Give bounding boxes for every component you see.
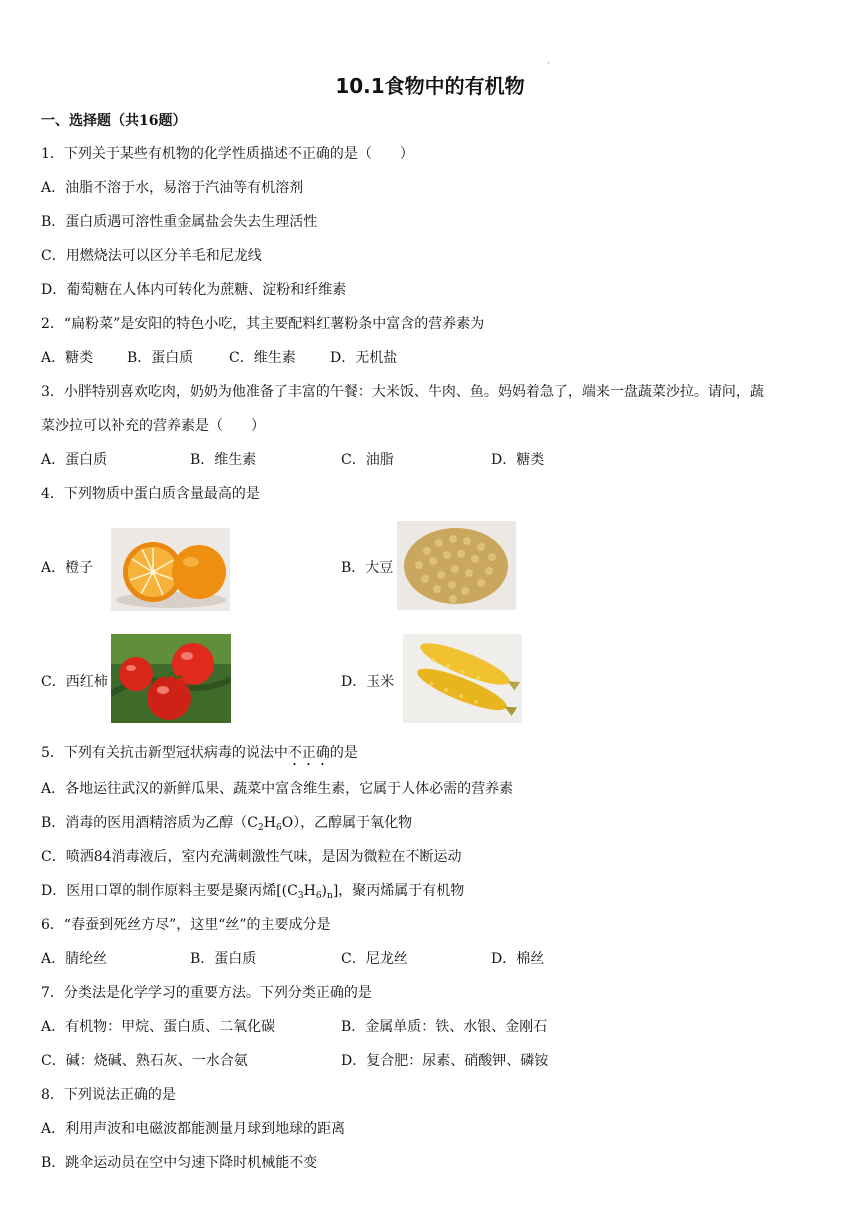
question-4-option-b: B．大豆 bbox=[341, 560, 394, 576]
question-5-stem-end: 的是 bbox=[329, 745, 358, 761]
subscript: 6 bbox=[275, 823, 282, 833]
option-b-text-end: O），乙醇属于氧化物 bbox=[281, 815, 413, 831]
question-2-stem: 2．“扁粉菜”是安阳的特色小吃，其主要配料红薯粉条中富含的营养素为 bbox=[41, 316, 485, 332]
question-7-option-c: C．碱：烧碱、熟石灰、一水合氨 bbox=[41, 1053, 248, 1069]
question-6-option-c: C．尼龙丝 bbox=[341, 951, 408, 967]
question-5-option-c: C．喷洒84消毒液后，室内充满刺激性气味，是因为微粒在不断运动 bbox=[41, 849, 462, 865]
question-5-option-b bbox=[41, 813, 412, 838]
question-7-option-b: B．金属单质：铁、水银、金刚石 bbox=[341, 1019, 548, 1035]
question-3-option-c: C．油脂 bbox=[341, 452, 394, 468]
orange-image bbox=[111, 528, 230, 611]
corn-image bbox=[403, 634, 522, 723]
question-3-stem-line-2: 菜沙拉可以补充的营养素是（ ） bbox=[41, 418, 265, 434]
question-6-option-b: B．蛋白质 bbox=[190, 951, 257, 967]
subscript: 2 bbox=[258, 823, 264, 833]
question-4-option-d: D．玉米 bbox=[341, 674, 395, 690]
question-6-stem: 6．“春蚕到死丝方尽”，这里“丝”的主要成分是 bbox=[41, 917, 331, 933]
subscript: 6 bbox=[315, 891, 322, 901]
question-5-stem bbox=[41, 743, 358, 769]
question-1-option-a: A．油脂不溶于水，易溶于汽油等有机溶剂 bbox=[41, 180, 304, 196]
question-2-option-c: C．维生素 bbox=[229, 350, 296, 366]
soybean-image bbox=[397, 521, 516, 610]
formula-part: H bbox=[303, 883, 316, 899]
tomato-image bbox=[111, 634, 231, 723]
question-6-option-a: A．腈纶丝 bbox=[41, 951, 108, 967]
question-5-stem-text: 5．下列有关抗击新型冠状病毒的说法中 bbox=[41, 745, 288, 761]
section-heading: 一、选择题（共16题） bbox=[41, 113, 187, 129]
option-d-text: D．医用口罩的制作原料主要是聚丙烯[(C bbox=[41, 883, 298, 899]
question-3-option-d: D．糖类 bbox=[491, 452, 545, 468]
subscript: n bbox=[327, 891, 333, 901]
question-7-stem: 7．分类法是化学学习的重要方法。下列分类正确的是 bbox=[41, 985, 372, 1001]
question-2-option-a: A．糖类 bbox=[41, 350, 94, 366]
question-4-stem: 4．下列物质中蛋白质含量最高的是 bbox=[41, 486, 260, 502]
question-2-option-b: B．蛋白质 bbox=[127, 350, 194, 366]
question-1-stem: 1．下列关于某些有机物的化学性质描述不正确的是（ ） bbox=[41, 146, 414, 162]
question-1-option-b: B．蛋白质遇可溶性重金属盐会失去生理活性 bbox=[41, 214, 318, 230]
question-5-option-d bbox=[41, 881, 464, 906]
question-7-option-d: D．复合肥：尿素、硝酸钾、磷铵 bbox=[341, 1053, 549, 1069]
question-2-option-d: D．无机盐 bbox=[330, 350, 398, 366]
question-8-stem: 8．下列说法正确的是 bbox=[41, 1087, 176, 1103]
question-4-option-c: C．西红柿 bbox=[41, 674, 108, 690]
page-title: 10.1食物中的有机物 bbox=[335, 74, 525, 98]
question-7-option-a: A．有机物：甲烷、蛋白质、二氧化碳 bbox=[41, 1019, 276, 1035]
question-8-option-b: B．跳伞运动员在空中匀速下降时机械能不变 bbox=[41, 1155, 318, 1171]
question-4-option-a: A．橙子 bbox=[41, 560, 94, 576]
subscript: 3 bbox=[297, 891, 304, 901]
formula-part: ) bbox=[321, 883, 328, 899]
question-5-emphasis: 不正确 bbox=[287, 745, 330, 761]
question-8-option-a: A．利用声波和电磁波都能测量月球到地球的距离 bbox=[41, 1121, 346, 1137]
option-b-text: B．消毒的医用酒精溶质为乙醇（C bbox=[41, 815, 258, 831]
question-6-option-d: D．棉丝 bbox=[491, 951, 545, 967]
option-d-text-end: ]，聚丙烯属于有机物 bbox=[332, 883, 465, 899]
question-3-option-b: B．维生素 bbox=[190, 452, 257, 468]
question-5-option-a: A．各地运往武汉的新鲜瓜果、蔬菜中富含维生素，它属于人体必需的营养素 bbox=[41, 781, 514, 797]
stray-mark: ' bbox=[548, 62, 550, 69]
formula-part: H bbox=[263, 815, 276, 831]
question-1-option-d: D．葡萄糖在人体内可转化为蔗糖、淀粉和纤维素 bbox=[41, 282, 347, 298]
question-3-stem-line-1: 3．小胖特别喜欢吃肉，奶奶为他准备了丰富的午餐：大米饭、牛肉、鱼。妈妈着急了，端来一盘蔬菜沙拉。请问，蔬 bbox=[41, 384, 764, 400]
question-3-option-a: A．蛋白质 bbox=[41, 452, 108, 468]
question-1-option-c: C．用燃烧法可以区分羊毛和尼龙线 bbox=[41, 248, 262, 264]
